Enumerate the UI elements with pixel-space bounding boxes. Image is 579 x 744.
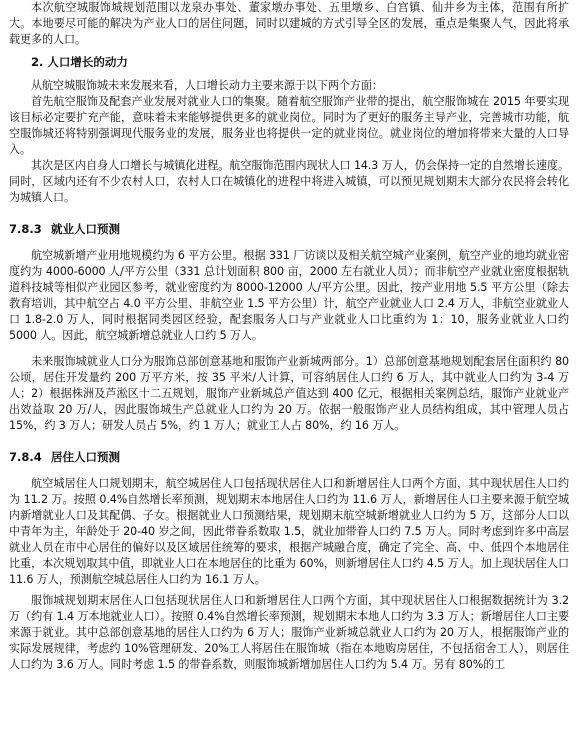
section-heading-employment — [9, 221, 569, 237]
section-title-employment: 就业人口预测 — [51, 222, 120, 236]
heading-growth-drivers: 2. 人口增长的动力 — [31, 55, 128, 69]
paragraph-intro: 本次航空城服饰城规划范围以龙泉办事处、董家墩办事处、五里墩乡、白宫镇、仙井乡为主体，范围有所扩大。本地要尽可能的解决为产业人口的居住问题，同时以建城的方式引导全区的发展，重点是集聚人气，因此将承载更多的人口。 — [9, 1, 569, 46]
section-title-residents: 居住人口预测 — [51, 450, 120, 464]
paragraph-employment-aviation: 航空城新增产业用地规模约为 6 平方公里。根据 331 厂访谈以及相关航空城产业案例，航空产业的地均就业密度约为 4000-6000 人/平方公里（331 总计划面积 800 亩，2000 左右就业人员）；而非航空产业就业密度根据轨道科技城等相似产业园区参考，就业密度约为 8000-12000 人/平方公里。因此，按产业用地 5.5 平方公里（除去教育培训，其中航空占 4.0 平方公里、非航空业 1.5 平方公里）计，航空产业就业人口 2.4 万人，非航空业就业人口 1.8-2.0 万人，同时根据同类园区经验，配套服务人口与产业就业人口比重约为 1：10，服务业就业人口约 5000 人。因此，航空城新增总就业人口约 5 万人。 — [9, 249, 569, 342]
section-number-783: 7.8.3 — [9, 222, 42, 236]
paragraph-residents-apparel: 服饰城规划期末居住人口包括现状居住人口和新增居住人口两个方面，其中现状居住人口根据数据统计为 3.2 万（约有 1.4 万本地就业人口）。按照 0.4%自然增长率预测，规划期末本地人口约为 3.3 万人；新增居住人口主要来源于就业。其中总部创意基地的居住人口约为 6 万人；服饰产业新城总就业人口约为 20 万人，根据服饰产业的实际发展规律，考虑约 10%管理研发、20%工人将居住在服饰城（指在本地购房居住，不包括宿舍工人），则居住人口约为 3.6 万人。同时考虑 1.5 的带眷系数，则服饰城新增加居住人口约为 5.4 万。另有 80%的工 — [9, 594, 569, 671]
paragraph-growth-driver-urbanization: 其次是区内自身人口增长与城镇化进程。航空服饰范围内现状人口 14.3 万人，仍会保持一定的自然增长速度。同时，区域内还有不少农村人口，农村人口在城镇化的进程中将进入城镇，可以预见规划期末大部分农民将会转化为城镇人口。 — [9, 159, 569, 204]
section-number-784: 7.8.4 — [9, 450, 42, 464]
paragraph-employment-apparel: 未来服饰城就业人口分为服饰总部创意基地和服饰产业新城两部分。1）总部创意基地规划配套居住面积约 80 公顷，居住开发量约 200 万平方米，按 35 平米/人计算，可容纳居住人口约 6 万人，其中就业人口约为 3-4 万人；2）根据株洲及芦淞区十二五规划，服饰产业新城总产值达到 400 亿元，根据相关案例总结，服饰产业就业产出效益取 20 万/人，因此服饰城生产总就业人口约为 20 万。依据一般服饰产业人员结构组成，其中管理人员占 15%，约 3 万人；研发人员占 5%，约 1 万人；就业工人占 80%，约 16 万人。 — [9, 355, 569, 432]
paragraph-growth-driver-industry: 首先航空服饰及配套产业发展对就业人口的集聚。随着航空服饰产业带的提出，航空服饰城在 2015 年要实现该目标必定要扩充产能，意味着未来能够提供更多的就业岗位。同时为了更好的服务主导产业，完善城市功能，航空服饰城还将特别强调现代服务业的发展，服务业也将提供一定的就业岗位。就业岗位的增加将带来大量的人口导入。 — [9, 95, 569, 156]
paragraph-growth-drivers-lead: 从航空城服饰城未来发展来看，人口增长动力主要来源于以下两个方面： — [31, 79, 383, 92]
section-heading-residents — [9, 449, 569, 465]
paragraph-residents-aviation: 航空城居住人口规划期末，航空城居住人口包括现状居住人口和新增居住人口两个方面，其中现状居住人口约为 11.2 万。按照 0.4%自然增长率预测，规划期末本地居住人口约为 11.6 万人，新增居住人口主要来源于航空城内新增就业人口及其配偶、子女。根据就业人口预测结果，规划期末航空城新增就业人口约为 5 万，这部分人口以中青年为主，年龄处于 20-40 岁之间，因此带眷系数取 1.5，就业加带眷人口约 7.5 万人。同时考虑到许多中高层就业人员在市中心居住的偏好以及区域居住统筹的要求，根据产城融合度，确定了完全、高、中、低四个本地居住比重，本次规划取其中值，即就业人口在本地居住的比重为 60%，则新增居住人口约 4.5 万人。加上现状居住人口 11.6 万人，预测航空城总居住人口约为 16.1 万人。 — [9, 477, 569, 586]
